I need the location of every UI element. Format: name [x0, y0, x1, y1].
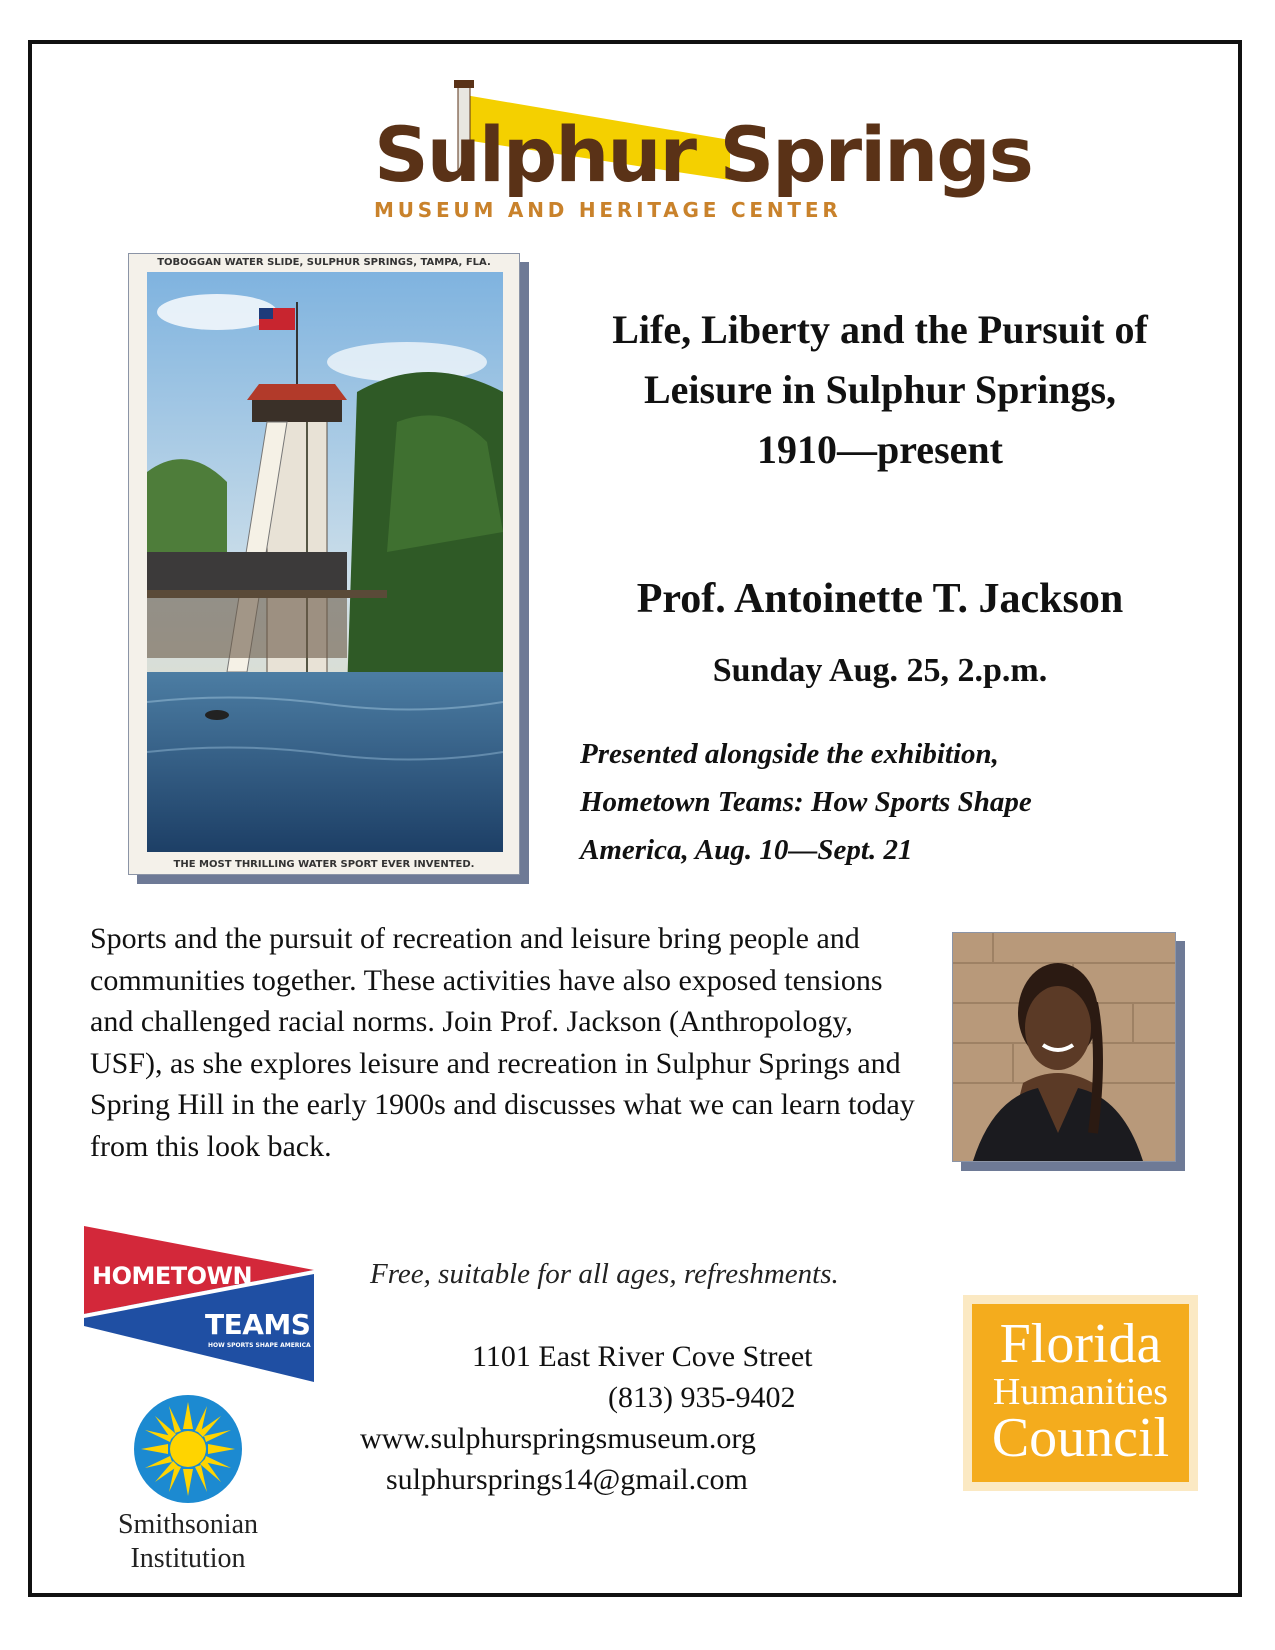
logo-title: Sulphur Springs: [374, 110, 1032, 199]
event-title-line: Leisure in Sulphur Springs,: [643, 367, 1117, 412]
event-description: Sports and the pursuit of recreation and leisure bring people and communities together. These activities have also exposed tensions and challenged racial norms. Join Prof. Jackson (Anthropology, USF), as she explores leisure and recreation in Sulphur Springs and Spring Hill in the early 1900s and discusses what we can learn today from this look back.: [90, 922, 915, 1163]
smithsonian-sun-icon: [133, 1394, 243, 1504]
smithsonian-name: [88, 1508, 288, 1576]
phone-number: (813) 935-9402: [608, 1381, 796, 1414]
logo-subtitle: MUSEUM AND HERITAGE CENTER: [374, 198, 842, 222]
email-link[interactable]: sulphursprings14@gmail.com: [386, 1463, 748, 1496]
postcard-caption-bottom: THE MOST THRILLING WATER SPORT EVER INVENTED.: [173, 859, 475, 870]
person-photo-icon: [953, 933, 1175, 1161]
website-link[interactable]: www.sulphurspringsmuseum.org: [360, 1422, 756, 1455]
contact-info: [350, 1336, 910, 1500]
admission-note: Free, suitable for all ages, refreshments.: [370, 1258, 839, 1290]
hometown-word: HOMETOWN: [92, 1262, 253, 1290]
exhibition-line: America, Aug. 10—Sept. 21: [580, 834, 913, 866]
address: 1101 East River Cove Street: [472, 1340, 813, 1373]
teams-word: TEAMS: [205, 1308, 311, 1341]
florida-humanities-council-logo: [963, 1295, 1198, 1491]
postcard-caption-top: TOBOGGAN WATER SLIDE, SULPHUR SPRINGS, TAMPA, FLA.: [157, 257, 491, 268]
pennant-icon: [84, 1226, 314, 1382]
smithsonian-line: Smithsonian: [117, 1509, 258, 1540]
exhibition-line: Presented alongside the exhibition,: [580, 738, 999, 770]
fhc-line: Humanities: [992, 1371, 1169, 1413]
event-title: [560, 300, 1200, 480]
event-title-line: Life, Liberty and the Pursuit of: [612, 307, 1148, 352]
fhc-line: Council: [991, 1407, 1170, 1469]
fhc-line: Florida: [999, 1313, 1162, 1375]
hometown-teams-logo: [84, 1226, 314, 1387]
exhibition-line: Hometown Teams: How Sports Shape: [580, 786, 1032, 818]
event-datetime: Sunday Aug. 25, 2.p.m.: [712, 652, 1048, 689]
sulphur-springs-logo: [370, 80, 1032, 230]
vintage-postcard: [128, 253, 520, 875]
smithsonian-line: Institution: [130, 1543, 246, 1574]
water-slide-illustration: [147, 272, 503, 852]
speaker-name: Prof. Antoinette T. Jackson: [636, 576, 1124, 622]
speaker-portrait: [952, 932, 1176, 1162]
exhibition-note: [580, 730, 1180, 874]
hometown-tagline: HOW SPORTS SHAPE AMERICA: [208, 1342, 311, 1349]
event-title-line: 1910—present: [757, 427, 1003, 472]
